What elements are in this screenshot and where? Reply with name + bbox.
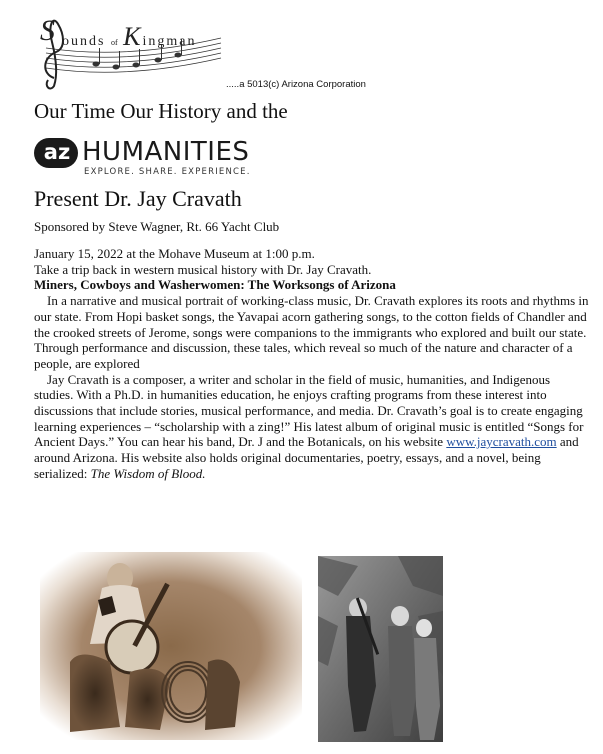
present-title: Present Dr. Jay Cravath	[34, 186, 242, 211]
miners-photo	[318, 556, 443, 742]
logo-letter-k: K	[123, 22, 143, 51]
bio-paragraph	[34, 372, 592, 482]
miners-image	[318, 556, 443, 742]
heading-line: Our Time Our History and the	[34, 99, 288, 123]
logo-word-of: of	[110, 38, 118, 47]
az-humanities-name: HUMANITIES	[82, 137, 250, 167]
az-humanities-logo	[34, 137, 274, 179]
event-line: January 15, 2022 at the Mohave Museum at 1:00 p.m.	[34, 246, 315, 261]
logo-wordmark	[62, 22, 196, 52]
program-title: Miners, Cowboys and Washerwomen: The Worksongs of Arizona	[34, 277, 396, 293]
website-link[interactable]: www.jaycravath.com	[446, 434, 557, 450]
sounds-of-kingman-logo	[36, 8, 226, 90]
bio-text-part2: and around Arizona. His website also holds original documentaries, poetry, essays, and a novel, being serialized:	[34, 434, 579, 481]
az-humanities-tagline: EXPLORE. SHARE. EXPERIENCE.	[84, 167, 251, 177]
description-paragraph: In a narrative and musical portrait of working-class music, Dr. Cravath explores its roots and rhythms in our state. From Hopi basket songs, the Yavapai acorn gathering songs, to the cotton fields of Chandler and the crooked streets of Jerome, songs were companions to the immigrants who explored and built our state. Through performance and discussion, these tales, which reveal so much of the nature and character of a people, are explored	[34, 293, 589, 371]
book-title: The Wisdom of Blood.	[90, 465, 206, 481]
logo-word-sounds: ounds	[62, 34, 106, 49]
sponsor-line: Sponsored by Steve Wagner, Rt. 66 Yacht Club	[34, 219, 280, 234]
az-badge-text: az	[43, 140, 71, 164]
corporation-line: .....a 5013(c) Arizona Corporation	[226, 79, 366, 90]
logo-letter-s: S	[40, 14, 55, 47]
banjo-player-image	[40, 552, 302, 740]
main-body-text	[34, 246, 592, 482]
trip-line: Take a trip back in western musical history with Dr. Jay Cravath.	[34, 261, 372, 277]
banjo-player-photo	[40, 552, 302, 740]
logo-word-ingman: ingman	[142, 34, 197, 49]
bio-text-part1: Jay Cravath is a composer, a writer and scholar in the field of music, humanities, and Indigenous studies. With a Ph.D. in humanities education, he enjoys crafting programs from these interest into discussions that include stories, musical performance, and media. Dr. Cravath’s goal is to create engaging learning experiences – “scholarship with a zing!” His latest album of original music is entitled “Songs for Ancient Days.” You can hear his band, Dr. J and the Botanicals, on his website	[34, 371, 584, 450]
